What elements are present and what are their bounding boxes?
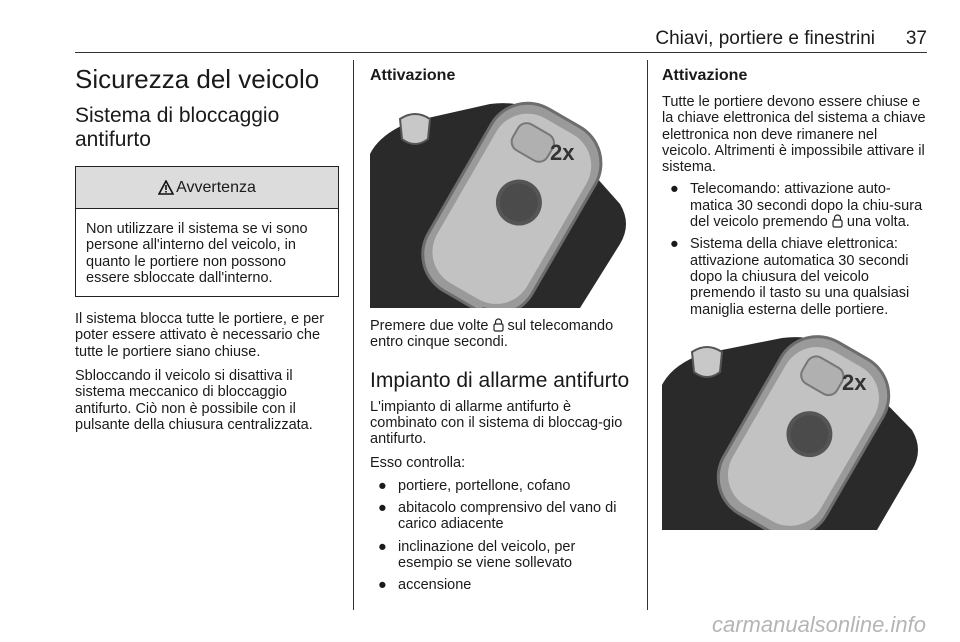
section-subtitle: Impianto di allarme antifurto xyxy=(370,368,630,392)
paragraph: Tutte le portiere devono essere chiuse e la chiave elettronica del sistema a chiave elettronica non deve rimanere nel veicolo. Altrimenti è impossibile attivare il sistema. xyxy=(662,94,926,176)
column-divider-1 xyxy=(353,60,354,610)
page-number: 37 xyxy=(905,28,927,49)
paragraph: Esso controlla: xyxy=(370,455,466,472)
warning-box xyxy=(75,166,339,297)
list-item: ● abitacolo comprensivo del vano di carico adiacente xyxy=(378,500,617,533)
bullet-list xyxy=(662,181,926,317)
list-item: ● accensione xyxy=(378,577,472,594)
paragraph: Sbloccando il veicolo si disattiva il sistema meccanico di bloccaggio antifurto. Ciò non è possibile con il pulsante della chiusura centralizzata. xyxy=(75,368,313,433)
header-divider xyxy=(75,52,927,53)
list-item: ● Telecomando: attivazione auto-matica 30 secondi dopo la chiu-sura del veicolo premendo una volta. xyxy=(670,181,923,231)
column-1 xyxy=(75,60,339,433)
warning-triangle-icon xyxy=(158,180,174,195)
subsection-heading: Attivazione xyxy=(370,67,456,84)
warning-heading: Avvertenza xyxy=(176,178,256,196)
press-count-label: 2x xyxy=(550,140,575,165)
section-subtitle: Sistema di bloccaggio antifurto xyxy=(75,104,280,151)
list-item: ● Sistema della chiave elettronica: attivazione automatica 30 secondi dopo la chiusura del veicolo premendo il tasto su una qualsiasi maniglia esterna delle portiere. xyxy=(670,236,910,318)
lock-icon xyxy=(832,214,843,228)
paragraph: L'impianto di allarme antifurto è combinato con il sistema di bloccag-gio antifurto. xyxy=(370,398,623,448)
column-divider-2 xyxy=(647,60,648,610)
paragraph: Il sistema blocca tutte le portiere, e per poter essere attivato è necessario che tutte le portiere siano chiuse. xyxy=(75,311,325,360)
remote-key-image xyxy=(662,330,926,530)
warning-text: Non utilizzare il sistema se vi sono persone all'interno del veicolo, in quanto le portiere non possono essere sbloccate dall'interno. xyxy=(86,221,308,286)
subsection-heading: Attivazione xyxy=(662,67,748,84)
list-item: ● portiere, portellone, cofano xyxy=(378,477,571,494)
section-title: Sicurezza del veicolo xyxy=(75,64,320,94)
page-header xyxy=(75,28,927,52)
header-title: Chiavi, portiere e finestrini xyxy=(655,28,875,49)
bullet-list xyxy=(370,478,634,594)
list-item: ● inclinazione del veicolo, per esempio se viene sollevato xyxy=(378,538,576,571)
watermark: carmanualsonline.info xyxy=(711,612,926,637)
image-caption: Premere due volte sul telecomando entro cinque secondi. xyxy=(370,318,614,351)
column-3 xyxy=(662,60,926,530)
warning-header xyxy=(76,167,338,209)
press-count-label: 2x xyxy=(842,369,867,395)
lock-icon xyxy=(493,318,504,332)
remote-key-image xyxy=(370,94,634,308)
column-2 xyxy=(370,60,634,594)
